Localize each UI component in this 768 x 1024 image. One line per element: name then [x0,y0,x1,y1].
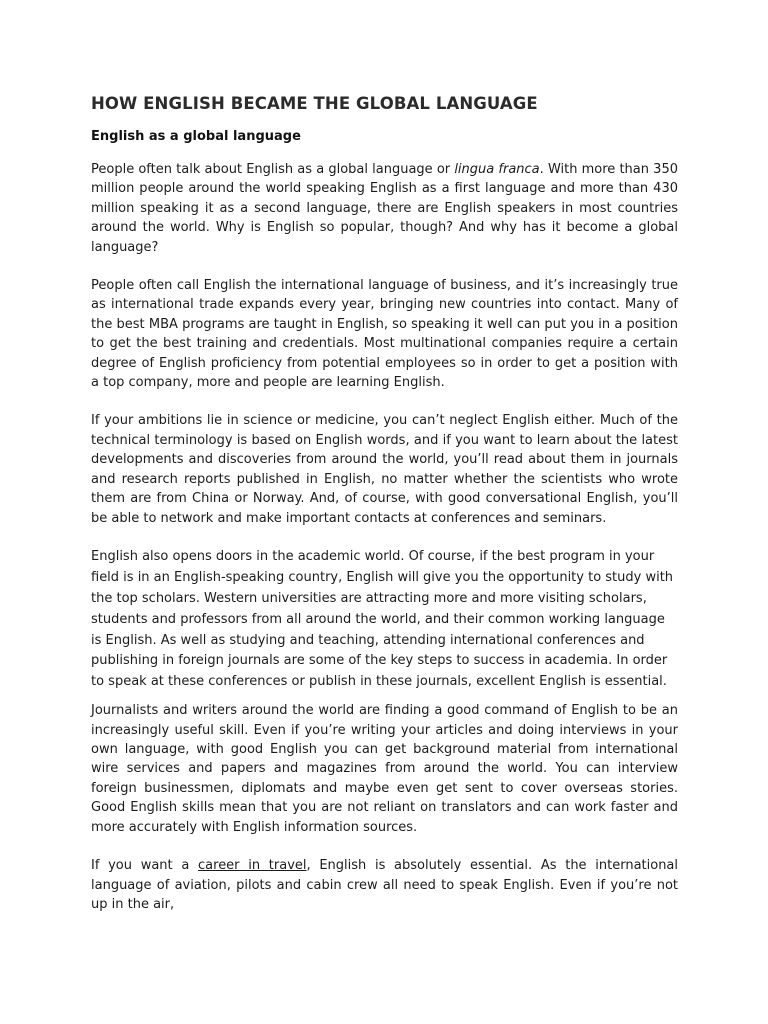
paragraph-2-text-a: People often call English the international language of business, and it’s increasingly true as international trade expands every year, bringing new countries into contact. Many of the best MBA programs are taught in English, so speaking it well can put you in a position to get the best training and credentials. Most multinational companies require a certain degree of English proficiency from potential employees so in order to get a position with a top company, more and people are [91,278,678,391]
paragraph-4: English also opens doors in the academic world. Of course, if the best program in your field is in an English-speaking country, English will give you the opportunity to study with the top scholars. Western universities are attracting more and more visiting scholars, students and professors from all around the world, and their common working language is English. As well as studying and teaching, attending international conferences and publishing in foreign journals are some of the key steps to success in academia. In order to speak at these conferences or publish in these journals, excellent English is essential. [91,548,674,690]
paragraph-1 [91,160,678,257]
paragraph-6-text-a: If you want a [91,858,199,874]
learning-english-link[interactable]: learning English [336,375,441,391]
paragraph-6-text-b: , English is absolutely essential. As the international language of aviation, pilots and cabin crew all need to speak English. Even if you’re not up in the air, [91,858,679,912]
paragraph-1-text-b: . With more than 350 million people around the world speaking English as a first language and more than 430 million speaking it as a second language, there are English speakers in most countries around the world. Why is English so popular, though? And why has it become a global language? [91,162,678,255]
career-in-travel-link[interactable]: career in travel [198,858,307,874]
paragraph-6 [91,856,678,914]
paragraph-2-text-b: . [440,375,445,391]
paragraph-5: Journalists and writers around the world are finding a good command of English to be an increasingly useful skill. Even if you’re writing your articles and doing interviews in your own language, with good English you can get background material from international wire services and papers and magazines from around the world. You can interview foreign businessmen, diplomats and maybe even get sent to cover overseas stories. Good English skills mean that you are not reliant on translators and can work faster and more accurately with English information sources. [91,703,678,835]
paragraph-3: If your ambitions lie in science or medicine, you can’t neglect English either. Much of the technical terminology is based on English words, and if you want to learn about the latest developments and discoveries from around the world, you’ll read about them in journals and research reports published in English, no matter whether the scientists who wrote them are from China or Norway. And, of course, with good conversational English, you’ll be able to network and make important contacts at conferences and seminars. [91,413,678,526]
page-title: HOW ENGLISH BECAME THE GLOBAL LANGUAGE [91,94,538,113]
paragraph-1-text-a: People often talk about English as a global language or [91,162,455,177]
lingua-franca-emphasis: lingua franca [454,162,540,177]
section-heading: English as a global language [91,129,301,144]
paragraph-2 [91,276,678,392]
